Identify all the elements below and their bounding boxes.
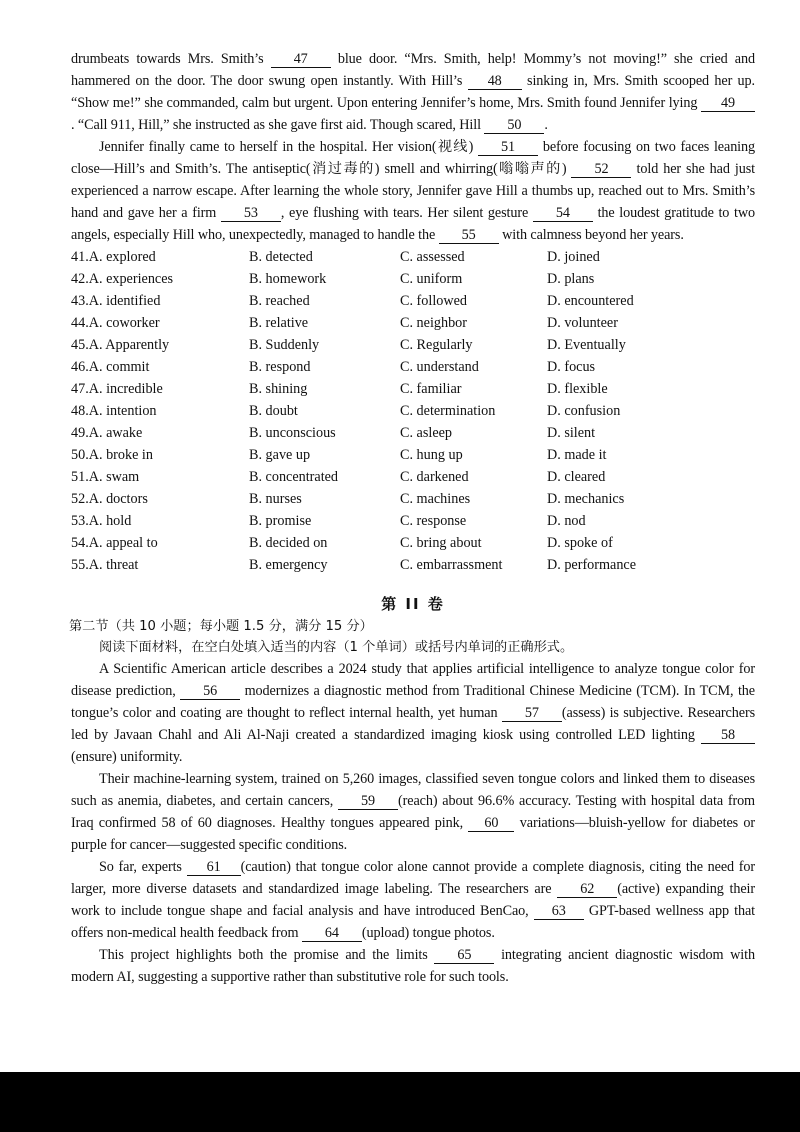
grammar-paragraph-1 xyxy=(71,658,755,768)
text: A Scientific American article describes a 2024 study that applies artificial intelligence to analyze tongue color for disease prediction, xyxy=(71,661,755,699)
option-a: A. appeal to xyxy=(88,535,158,551)
text: This project highlights both the promise and the limits xyxy=(99,947,428,963)
option-b: B. promise xyxy=(249,513,312,529)
option-c: C. assessed xyxy=(400,249,465,265)
blank-60: 60 xyxy=(468,816,514,832)
option-row-44: 44.A. coworker B. relative C. neighbor D. volunteer xyxy=(71,312,755,334)
text: Jennifer finally came to herself in the hospital. Her vision(视线) xyxy=(99,139,474,155)
option-c: C. followed xyxy=(400,293,467,309)
blank-61: 61 xyxy=(187,860,241,876)
text: Their machine-learning system, trained on 5,260 images, classified seven tongue colors and linked them to diseases such as anemia, diabetes, and certain cancers, xyxy=(71,771,755,809)
option-c: C. embarrassment xyxy=(400,557,503,573)
text: (caution) that tongue color alone cannot provide a complete diagnosis, citing the need for larger, more diverse datasets and standardized image labeling. The researchers are xyxy=(71,859,755,897)
option-d: D. nod xyxy=(547,513,586,529)
option-d: D. volunteer xyxy=(547,315,618,331)
option-row-53: 53.A. hold B. promise C. response D. nod xyxy=(71,510,755,532)
option-b: B. detected xyxy=(249,249,313,265)
section-title: 第 II 卷 xyxy=(381,595,445,613)
text: the loudest gratitude to two angels, especially Hill who, unexpectedly, managed to handle the xyxy=(71,205,755,243)
option-row-54: 54.A. appeal to B. decided on C. bring about D. spoke of xyxy=(71,532,755,554)
blank-65: 65 xyxy=(434,948,494,964)
option-a: A. broke in xyxy=(88,447,153,463)
option-d: D. Eventually xyxy=(547,337,626,353)
option-d: D. silent xyxy=(547,425,596,441)
text: (upload) tongue photos. xyxy=(361,925,495,941)
blank-63: 63 xyxy=(534,904,584,920)
text: , eye flushing with tears. Her silent gesture xyxy=(280,205,529,221)
option-d: D. encountered xyxy=(547,293,634,309)
blank-52: 52 xyxy=(571,162,631,178)
cloze-paragraph-1 xyxy=(71,48,755,136)
option-b: B. homework xyxy=(249,271,327,287)
option-c: C. darkened xyxy=(400,469,469,485)
option-row-45: 45.A. Apparently B. Suddenly C. Regularly D. Eventually xyxy=(71,334,755,356)
text: modernizes a diagnostic method from Traditional Chinese Medicine (TCM). In TCM, the tongue’s color and coating are thought to reflect internal health, yet human xyxy=(71,683,755,721)
black-bottom-band xyxy=(0,1072,800,1132)
option-c: C. hung up xyxy=(400,447,463,463)
option-b: B. reached xyxy=(249,293,310,309)
option-row-52: 52.A. doctors B. nurses C. machines D. mechanics xyxy=(71,488,755,510)
text: (active) expanding their work to include tongue shape and facial analysis and have introduced BenCao, xyxy=(71,881,755,919)
option-a: A. threat xyxy=(88,557,139,573)
option-row-42: 42.A. experiences B. homework C. uniform D. plans xyxy=(71,268,755,290)
option-a: A. hold xyxy=(88,513,132,529)
exam-page xyxy=(71,48,755,988)
option-b: B. nurses xyxy=(249,491,302,507)
option-a: A. swam xyxy=(88,469,140,485)
option-d: D. joined xyxy=(547,249,600,265)
option-b: B. Suddenly xyxy=(249,337,320,353)
option-row-49: 49.A. awake B. unconscious C. asleep D. silent xyxy=(71,422,755,444)
text: . xyxy=(544,117,548,133)
option-row-48: 48.A. intention B. doubt C. determination D. confusion xyxy=(71,400,755,422)
option-d: D. made it xyxy=(547,447,607,463)
option-d: D. performance xyxy=(547,557,637,573)
option-c: C. neighbor xyxy=(400,315,467,331)
option-row-51: 51.A. swam B. concentrated C. darkened D. cleared xyxy=(71,466,755,488)
text: before focusing on two faces leaning close—Hill’s and Smith’s. The antiseptic(消过毒的) smell and whirring(嗡嗡声的) xyxy=(71,139,756,177)
blank-51: 51 xyxy=(478,140,538,156)
option-row-41: 41.A. explored B. detected C. assessed D. joined xyxy=(71,246,755,268)
grammar-paragraph-4 xyxy=(71,944,755,988)
option-b: B. doubt xyxy=(249,403,298,419)
text: (ensure) uniformity. xyxy=(71,749,183,765)
text: with calmness beyond her years. xyxy=(502,227,684,243)
text: sinking in, Mrs. Smith scooped her up. “Show me!” she commanded, calm but urgent. Upon entering Jennifer’s home, Mrs. Smith found Jennifer lying xyxy=(71,73,755,111)
blank-64: 64 xyxy=(302,926,362,942)
text: variations—bluish-yellow for diabetes or purple for cancer—suggested specific conditions. xyxy=(71,815,755,853)
option-a: A. coworker xyxy=(88,315,160,331)
text: So far, experts xyxy=(99,859,182,875)
text: . “Call 911, Hill,” she instructed as she gave first aid. Though scared, Hill xyxy=(71,117,481,133)
blank-49: 49 xyxy=(701,96,755,112)
option-a: A. intention xyxy=(88,403,157,419)
option-c: C. understand xyxy=(400,359,479,375)
text: (assess) is subjective. Researchers led by Javaan Chahl and Ali Al-Naji created a standardized imaging kiosk using controlled LED lighting xyxy=(71,705,755,743)
option-d: D. flexible xyxy=(547,381,608,397)
option-d: D. focus xyxy=(547,359,596,375)
option-row-46: 46.A. commit B. respond C. understand D. focus xyxy=(71,356,755,378)
grammar-paragraph-3 xyxy=(71,856,755,944)
option-c: C. determination xyxy=(400,403,496,419)
option-c: C. familiar xyxy=(400,381,462,397)
blank-56: 56 xyxy=(180,684,240,700)
option-row-47: 47.A. incredible B. shining C. familiar D. flexible xyxy=(71,378,755,400)
option-b: B. unconscious xyxy=(249,425,336,441)
option-b: B. concentrated xyxy=(249,469,339,485)
blank-57: 57 xyxy=(502,706,562,722)
text: (reach) about 96.6% accuracy. Testing with hospital data from Iraq confirmed 58 of 60 diagnoses. Healthy tongues appeared pink, xyxy=(71,793,755,831)
option-a: A. awake xyxy=(88,425,143,441)
text: blue door. “Mrs. Smith, help! Mommy’s not moving!” she cried and hammered on the door. The door swung open instantly. With Hill’s xyxy=(71,51,755,89)
option-b: B. decided on xyxy=(249,535,328,551)
cloze-paragraph-2 xyxy=(71,136,755,246)
option-c: C. Regularly xyxy=(400,337,473,353)
option-d: D. plans xyxy=(547,271,595,287)
grammar-paragraph-2 xyxy=(71,768,755,856)
option-a: A. incredible xyxy=(88,381,163,397)
option-c: C. uniform xyxy=(400,271,463,287)
blank-59: 59 xyxy=(338,794,398,810)
option-row-55: 55.A. threat B. emergency C. embarrassment D. performance xyxy=(71,554,755,576)
blank-58: 58 xyxy=(701,728,755,744)
blank-47: 47 xyxy=(271,52,331,68)
answer-options xyxy=(71,246,755,576)
option-a: A. experiences xyxy=(88,271,174,287)
option-a: A. doctors xyxy=(88,491,148,507)
option-a: A. identified xyxy=(88,293,161,309)
blank-54: 54 xyxy=(533,206,593,222)
option-d: D. cleared xyxy=(547,469,606,485)
option-a: A. explored xyxy=(88,249,156,265)
section-instruction: 阅读下面材料，在空白处填入适当的内容（1 个单词）或括号内单词的正确形式。 xyxy=(99,640,574,655)
option-d: D. spoke of xyxy=(547,535,613,551)
option-b: B. gave up xyxy=(249,447,311,463)
option-row-43: 43.A. identified B. reached C. followed D. encountered xyxy=(71,290,755,312)
blank-53: 53 xyxy=(221,206,281,222)
blank-62: 62 xyxy=(557,882,617,898)
option-d: D. confusion xyxy=(547,403,621,419)
option-c: C. response xyxy=(400,513,467,529)
option-b: B. emergency xyxy=(249,557,328,573)
text: integrating ancient diagnostic wisdom with modern AI, suggesting a supportive rather than substitutive role for such tools. xyxy=(71,947,755,985)
option-c: C. machines xyxy=(400,491,471,507)
option-d: D. mechanics xyxy=(547,491,625,507)
text: told her she had just experienced a narrow escape. After learning the whole story, Jennifer gave Hill a thumbs up, reached out to Mrs. Smith’s hand and gave her a firm xyxy=(71,161,755,221)
option-b: B. respond xyxy=(249,359,311,375)
option-a: A. Apparently xyxy=(88,337,170,353)
text: GPT-based wellness app that offers non-medical health feedback from xyxy=(71,903,755,941)
option-b: B. shining xyxy=(249,381,308,397)
option-row-50: 50.A. broke in B. gave up C. hung up D. made it xyxy=(71,444,755,466)
option-c: C. asleep xyxy=(400,425,453,441)
option-b: B. relative xyxy=(249,315,309,331)
text: drumbeats towards Mrs. Smith’s xyxy=(71,51,264,67)
blank-48: 48 xyxy=(468,74,522,90)
option-c: C. bring about xyxy=(400,535,482,551)
section-subtitle: 第二节（共 10 小题；每小题 1.5 分，满分 15 分） xyxy=(69,619,373,634)
option-a: A. commit xyxy=(88,359,150,375)
blank-55: 55 xyxy=(439,228,499,244)
blank-50: 50 xyxy=(484,118,544,134)
